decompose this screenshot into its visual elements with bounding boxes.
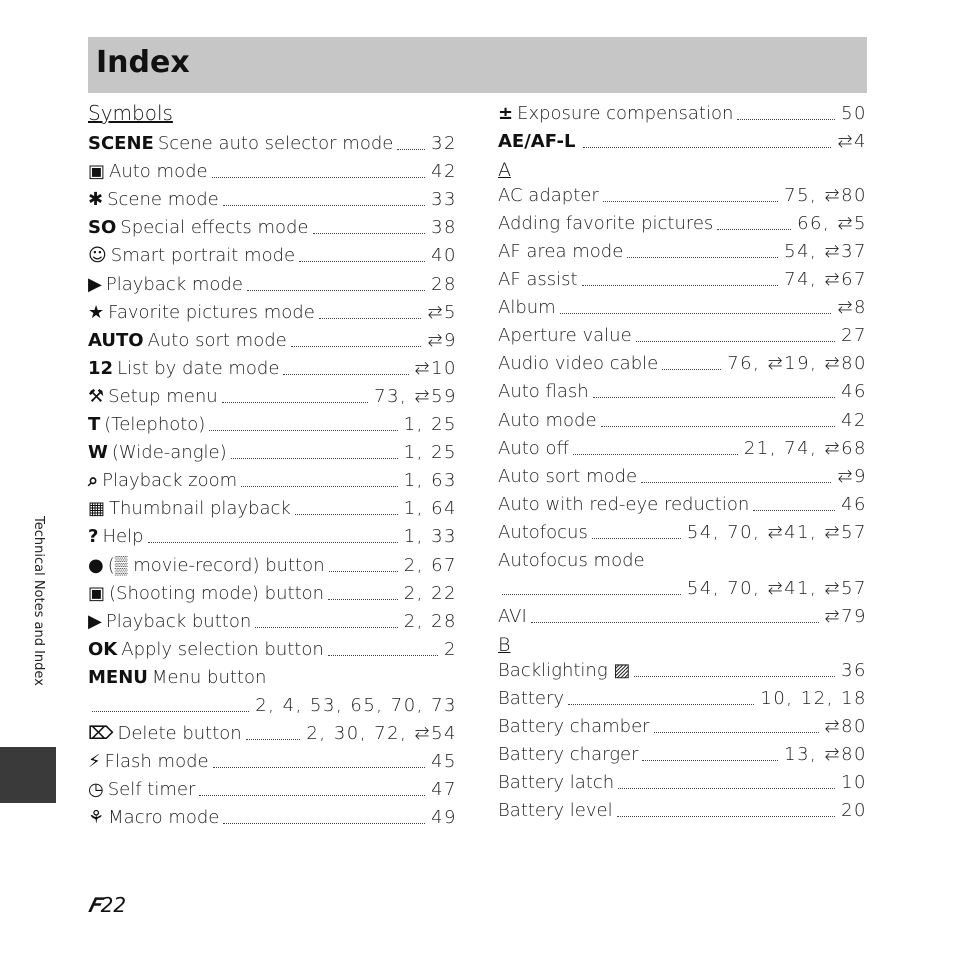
- dot-leader: [246, 738, 301, 740]
- entry-term: (Shooting mode) button: [109, 582, 325, 604]
- dot-leader: [328, 598, 398, 600]
- entry-pages: 1, 63: [403, 470, 457, 492]
- entry-pages: 2, 30, 72, ⇄54: [306, 723, 457, 745]
- index-entry: [88, 268, 457, 296]
- entry-term: Menu button: [151, 666, 267, 688]
- entry-pages: 2, 22: [403, 582, 457, 604]
- index-entry: [498, 710, 867, 738]
- entry-term: AC adapter: [498, 185, 599, 207]
- section-side-tab: [0, 747, 56, 803]
- playback-icon: ▶: [88, 273, 102, 295]
- entry-pages: 42: [841, 409, 867, 431]
- entry-term: AVI: [498, 605, 527, 627]
- dot-leader: [634, 675, 835, 677]
- entry-term: Delete button: [117, 723, 242, 745]
- delete-icon: ⌦: [88, 723, 114, 745]
- dot-leader: [601, 425, 836, 427]
- dot-leader: [209, 429, 397, 431]
- entry-pages: 54, 70, ⇄41, ⇄57: [686, 521, 867, 543]
- dot-leader: [299, 260, 425, 262]
- index-entry: [88, 549, 457, 577]
- dot-leader: [568, 703, 754, 705]
- entry-pages: 49: [431, 807, 457, 829]
- dot-leader: [636, 340, 835, 342]
- entry-term: Auto mode: [498, 409, 597, 431]
- dot-leader: [617, 815, 836, 817]
- index-entry: [88, 520, 457, 548]
- entry-pages: 66, ⇄5: [797, 213, 867, 235]
- entry-term: Help: [102, 526, 144, 548]
- dot-leader: [618, 787, 835, 789]
- entry-term: Battery chamber: [498, 716, 650, 737]
- index-entry: [498, 682, 867, 710]
- dot-leader: [583, 146, 831, 148]
- dot-leader: [592, 537, 681, 539]
- exposure-icon: ±: [498, 103, 514, 124]
- entry-pages: ⇄8: [837, 297, 867, 319]
- index-entry: [88, 155, 457, 183]
- dot-leader: [148, 541, 398, 543]
- dot-leader: [212, 176, 426, 178]
- entry-pages: 2: [444, 638, 457, 660]
- dot-leader: [213, 766, 426, 768]
- letter-heading: A: [498, 159, 511, 182]
- entry-pages: ⇄9: [837, 465, 867, 487]
- dot-leader: [295, 513, 398, 515]
- entry-term: Flash mode: [104, 751, 209, 773]
- dot-leader: [641, 481, 831, 483]
- dot-leader: [662, 368, 721, 370]
- entry-term: Apply selection button: [121, 638, 324, 660]
- index-entry: [88, 408, 457, 436]
- entry-pages: 54, 70, ⇄41, ⇄57: [686, 577, 867, 599]
- dot-leader: [313, 232, 426, 234]
- dot-leader: [603, 200, 778, 202]
- dot-leader: [247, 289, 425, 291]
- page-number: 𝑭22: [88, 893, 127, 917]
- index-entry: [498, 766, 867, 794]
- camera-icon: ▣: [88, 161, 106, 183]
- entry-term: Thumbnail playback: [109, 498, 291, 520]
- dot-leader: [328, 654, 438, 656]
- dot-leader: [255, 626, 397, 628]
- entry-term: Battery charger: [498, 744, 639, 766]
- entry-pages: 27: [841, 325, 867, 347]
- entry-pages: 1, 33: [403, 526, 457, 548]
- special-effects-icon: SO: [88, 217, 117, 239]
- movie-record-icon: ●: [88, 554, 104, 576]
- entry-term: Album: [498, 297, 556, 319]
- dot-leader: [283, 373, 408, 375]
- index-entry: [88, 661, 457, 689]
- entry-term: Playback mode: [105, 273, 243, 295]
- entry-pages: 74, ⇄67: [784, 269, 867, 291]
- index-entry: [88, 324, 457, 352]
- telephoto-icon: T: [88, 414, 101, 435]
- entry-term: Auto with red-eye reduction: [498, 493, 750, 515]
- dot-leader: [92, 710, 249, 712]
- entry-term: Smart portrait mode: [110, 245, 296, 267]
- entry-pages: 2, 28: [403, 610, 457, 632]
- entry-term: Auto flash: [498, 381, 589, 403]
- index-entry: [88, 577, 457, 605]
- index-header-bar: [88, 37, 867, 93]
- index-entry: [88, 773, 457, 801]
- index-entry: [498, 97, 867, 125]
- entry-term: (▒ movie-record) button: [107, 554, 325, 576]
- self-timer-icon: ◷: [88, 779, 104, 801]
- section-side-label: Technical Notes and Index: [31, 516, 46, 686]
- dot-leader: [593, 396, 835, 398]
- entry-term: Backlighting ▨: [498, 659, 631, 681]
- entry-pages: ⇄9: [427, 329, 457, 351]
- dot-leader: [241, 485, 398, 487]
- entry-pages: ⇄10: [414, 357, 457, 379]
- entry-pages: 13, ⇄80: [784, 744, 867, 766]
- index-entry: [88, 239, 457, 267]
- entry-term: Auto sort mode: [147, 329, 287, 351]
- index-entry: [498, 794, 867, 822]
- entry-pages: 1, 25: [403, 414, 457, 435]
- index-entry: [498, 125, 867, 153]
- index-entry: [88, 633, 457, 661]
- entry-pages: 54, ⇄37: [784, 241, 867, 263]
- entry-pages: 1, 64: [403, 498, 457, 520]
- flash-icon: ⚡: [88, 751, 101, 773]
- index-entry: [498, 319, 867, 347]
- dot-leader: [329, 570, 398, 572]
- scene-auto-selector-icon: SCENE: [88, 133, 154, 154]
- entry-pages: 1, 25: [403, 442, 457, 464]
- index-entry: [498, 488, 867, 516]
- index-entry: [88, 492, 457, 520]
- dot-leader: [573, 453, 738, 455]
- entry-pages: 75, ⇄80: [784, 185, 867, 207]
- entry-pages: 42: [431, 161, 457, 183]
- index-entry: [88, 464, 457, 492]
- entry-term: Battery level: [498, 800, 613, 822]
- ok-icon: OK: [88, 638, 118, 660]
- dot-leader: [397, 148, 425, 150]
- entry-pages: ⇄5: [427, 301, 457, 323]
- index-entry: [88, 801, 457, 829]
- entry-pages: 10: [841, 772, 867, 794]
- dot-leader: [654, 731, 819, 733]
- dot-leader: [231, 457, 398, 459]
- entry-pages: 50: [841, 103, 867, 124]
- shooting-mode-icon: ▣: [88, 582, 106, 604]
- entry-pages: 47: [431, 779, 457, 801]
- index-entry: [498, 263, 867, 291]
- index-entry: [498, 432, 867, 460]
- index-entry: [498, 375, 867, 403]
- smart-portrait-icon: ☺: [88, 245, 107, 267]
- dot-leader: [753, 509, 835, 511]
- playback-button-icon: ▶: [88, 610, 102, 632]
- entry-term: Auto off: [498, 437, 569, 459]
- index-entry: [88, 689, 457, 717]
- dot-leader: [319, 317, 422, 319]
- entry-pages: 73, ⇄59: [374, 385, 457, 407]
- macro-icon: ⚘: [88, 807, 105, 829]
- playback-zoom-icon: ⌕: [88, 470, 99, 492]
- index-entry: [498, 654, 867, 682]
- dot-leader: [222, 401, 368, 403]
- menu-icon: MENU: [88, 666, 148, 688]
- entry-term: Playback button: [105, 610, 252, 632]
- entry-pages: 38: [431, 217, 457, 239]
- entry-term: Playback zoom: [102, 470, 238, 492]
- entry-pages: 28: [431, 273, 457, 295]
- index-entry: [498, 516, 867, 544]
- dot-leader: [223, 204, 425, 206]
- entry-term: Autofocus mode: [498, 549, 645, 571]
- dot-leader: [531, 621, 819, 623]
- letter-heading: B: [498, 633, 511, 656]
- help-icon: ?: [88, 526, 99, 548]
- auto-sort-icon: AUTO: [88, 329, 144, 351]
- entry-pages: 33: [431, 189, 457, 211]
- dot-leader: [560, 312, 832, 314]
- dot-leader: [291, 345, 422, 347]
- index-entry: [498, 544, 867, 572]
- entry-term: Autofocus: [498, 521, 588, 543]
- favorite-pictures-icon: ★: [88, 301, 105, 323]
- entry-pages: ⇄79: [824, 605, 867, 627]
- entry-pages: 36: [841, 659, 867, 681]
- entry-term: Favorite pictures mode: [108, 301, 315, 323]
- entry-term: Scene auto selector mode: [157, 133, 394, 154]
- dot-leader: [627, 256, 778, 258]
- entry-pages: 45: [431, 751, 457, 773]
- index-entry: [88, 436, 457, 464]
- entry-term: (Wide-angle): [111, 442, 227, 464]
- index-entry: [88, 296, 457, 324]
- index-entry: [498, 179, 867, 207]
- index-entry: [88, 211, 457, 239]
- entry-term: AF assist: [498, 269, 578, 291]
- entry-term: Macro mode: [108, 807, 220, 829]
- index-entry: [498, 738, 867, 766]
- entry-pages: 76, ⇄19, ⇄80: [727, 353, 867, 375]
- index-entry: [88, 380, 457, 408]
- index-entry: [88, 183, 457, 211]
- dot-leader: [717, 228, 791, 230]
- index-entry: [88, 717, 457, 745]
- wide-angle-icon: W: [88, 442, 108, 464]
- entry-term: Special effects mode: [120, 217, 309, 239]
- index-entry: [498, 235, 867, 263]
- index-entry: [498, 347, 867, 375]
- symbols-heading: Symbols: [88, 101, 173, 125]
- dot-leader: [502, 593, 681, 595]
- entry-pages: 10, 12, 18: [760, 687, 867, 709]
- ae-af-lock-icon: AE/AF-L: [498, 131, 576, 153]
- entry-pages: 2, 67: [403, 554, 457, 576]
- entry-term: (Telephoto): [104, 414, 206, 435]
- entry-pages: 46: [841, 381, 867, 403]
- entry-pages: 46: [841, 493, 867, 515]
- dot-leader: [223, 822, 425, 824]
- index-entry: [498, 600, 867, 628]
- index-entry: [88, 352, 457, 380]
- dot-leader: [737, 118, 835, 120]
- entry-term: Exposure compensation: [517, 103, 734, 124]
- entry-term: Audio video cable: [498, 353, 659, 375]
- entry-term: AF area mode: [498, 241, 624, 263]
- list-by-date-icon: 12: [88, 357, 114, 379]
- index-entry: [498, 460, 867, 488]
- entry-pages: ⇄80: [824, 716, 867, 737]
- dot-leader: [642, 759, 778, 761]
- index-entry: [88, 745, 457, 773]
- entry-term: List by date mode: [117, 357, 280, 379]
- dot-leader: [582, 284, 779, 286]
- entry-term: Adding favorite pictures: [498, 213, 714, 235]
- entry-term: Setup menu: [108, 385, 218, 407]
- entry-term: Scene mode: [107, 189, 219, 211]
- index-entry: [498, 291, 867, 319]
- entry-term: Battery: [498, 687, 565, 709]
- entry-term: Battery latch: [498, 772, 615, 794]
- entry-pages: 40: [431, 245, 457, 267]
- index-entry: [498, 404, 867, 432]
- index-entry: [88, 127, 457, 155]
- entry-term: Auto mode: [109, 161, 208, 183]
- index-entry: [498, 572, 867, 600]
- entry-term: Auto sort mode: [498, 465, 638, 487]
- setup-icon: ⚒: [88, 385, 105, 407]
- thumbnail-icon: ▦: [88, 498, 106, 520]
- index-entry: [88, 605, 457, 633]
- entry-pages: 21, 74, ⇄68: [743, 437, 867, 459]
- entry-pages: 20: [841, 800, 867, 822]
- index-entry: [498, 207, 867, 235]
- entry-term: Aperture value: [498, 325, 632, 347]
- entry-pages: 2, 4, 53, 65, 70, 73: [255, 695, 457, 716]
- entry-pages: ⇄4: [837, 131, 867, 153]
- dot-leader: [199, 794, 425, 796]
- page-title: Index: [96, 45, 190, 80]
- entry-term: Self timer: [107, 779, 196, 801]
- entry-pages: 32: [431, 133, 457, 154]
- scene-mode-icon: ✱: [88, 189, 104, 211]
